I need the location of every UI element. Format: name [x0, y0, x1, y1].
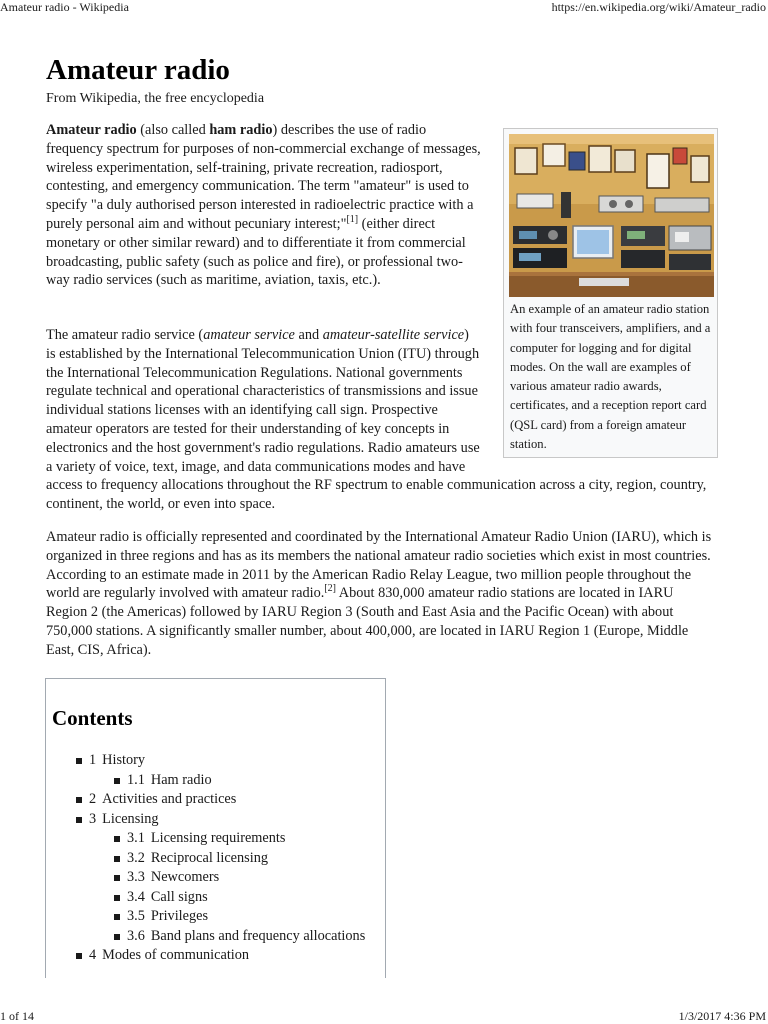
toc-number: 3.5 [127, 908, 145, 924]
term-amateur-satellite-service: amateur-satellite service [322, 327, 465, 343]
term-ham-radio: ham radio [209, 122, 273, 138]
toc-number: 3.2 [127, 849, 145, 866]
bullet-icon [114, 875, 120, 881]
toc-title: Contents [52, 706, 133, 730]
p1-text-c: (either direct monetary or other similar reward) and to differentiate it from commercial broadcasting, public safety (such as police and fire), or professional two-way radio services (such as maritime, aviation, taxis, etc.). [46, 215, 466, 289]
toc-label: Licensing requirements [150, 830, 286, 846]
bullet-icon [114, 934, 120, 940]
toc-label: Modes of communication [102, 947, 250, 963]
p3-text-a: Amateur radio is officially represented and coordinated by the International Amateur Radio Union (IARU), which is organized in three regions and has as its members the national amateur radio societies which exist in most countries. According to an estimate made in 2011 by the American Radio Relay League, two million people throughout the world are regularly involved with amateur radio. [46, 529, 712, 602]
page-title: Amateur radio [46, 54, 230, 86]
toc-number: 3.1 [127, 830, 145, 846]
term-amateur-service: amateur service [203, 327, 295, 343]
toc-label: Newcomers [150, 869, 220, 885]
station-photo-illustration [509, 134, 714, 297]
toc-item-history[interactable] [46, 751, 385, 771]
print-footer-datetime: 1/3/2017 4:36 PM [678, 1009, 766, 1023]
bullet-icon [76, 797, 82, 803]
toc-item-modes-of-communication[interactable] [46, 946, 385, 966]
toc-item-privileges[interactable] [46, 907, 385, 927]
toc-item-activities[interactable] [46, 790, 385, 810]
toc-label: Band plans and frequency allocations [150, 927, 366, 944]
intro-paragraph-1 [46, 121, 484, 290]
toc-number: 4 [89, 947, 97, 963]
reference-link-1[interactable]: [1] [346, 214, 359, 226]
term-amateur-radio: Amateur radio [46, 122, 137, 138]
toc-number: 3.4 [127, 888, 145, 905]
toc-item-licensing-requirements[interactable] [46, 829, 385, 849]
reference-link-2[interactable]: [2] [324, 583, 336, 595]
toc-number: 3.3 [127, 869, 145, 885]
toc-number: 1.1 [127, 771, 145, 788]
p2-text-a: The amateur radio service ( [46, 327, 204, 343]
infobox [503, 128, 718, 458]
toc-label: Call signs [150, 888, 208, 905]
table-of-contents [45, 678, 386, 978]
p2-text-b: and [294, 327, 323, 343]
toc-number: 2 [89, 791, 97, 807]
toc-label: Reciprocal licensing [150, 849, 268, 866]
print-header-url[interactable]: https://en.wikipedia.org/wiki/Amateur_radio [551, 0, 766, 14]
toc-item-reciprocal-licensing[interactable] [46, 849, 385, 869]
print-footer-page: 1 of 14 [0, 1009, 34, 1023]
print-header-title: Amateur radio - Wikipedia [0, 0, 129, 14]
p1-text-a: (also called [136, 122, 210, 138]
bullet-icon [114, 914, 120, 920]
toc-item-band-plans[interactable] [46, 927, 385, 947]
toc-list [46, 751, 385, 966]
toc-label: History [102, 752, 146, 768]
toc-label: Activities and practices [102, 791, 237, 807]
toc-item-licensing[interactable] [46, 810, 385, 830]
toc-number: 1 [89, 752, 97, 768]
station-photo[interactable] [509, 134, 714, 297]
toc-number: 3.6 [127, 927, 145, 944]
bullet-icon [114, 856, 120, 862]
bullet-icon [114, 895, 120, 901]
toc-item-call-signs[interactable] [46, 888, 385, 908]
bullet-icon [114, 778, 120, 784]
intro-paragraph-3 [46, 528, 714, 660]
toc-item-newcomers[interactable] [46, 868, 385, 888]
bullet-icon [114, 836, 120, 842]
p3-text-b: About 830,000 amateur radio stations are located in IARU Region 2 (the Americas) followed by IARU Region 3 (South and East Asia and the Pacific Ocean) with about 750,000 stations. A significantly smaller number, about 400,000, are located in IARU Region 1 (Europe, Middle East, CIS, Africa). [46, 585, 689, 658]
infobox-caption: An example of an amateur radio station with four transceivers, amplifiers, and a computer for logging and for digital modes. On the wall are examples of various amateur radio awards, certificates, and a reception report card (QSL card) from a foreign amateur station. [510, 302, 711, 452]
bullet-icon [76, 817, 82, 823]
bullet-icon [76, 953, 82, 959]
toc-label: Licensing [102, 810, 159, 827]
toc-label: Privileges [150, 908, 209, 924]
bullet-icon [76, 758, 82, 764]
p2-text-c: ) is established by the International Telecommunication Union (ITU) through the International Telecommunication Regulations. National governments regulate technical and operational characteristics of transmissions and issue individual stations licenses with an identifying call sign. Prospective amateur operators are tested for their understanding of key concepts in electronics and the host government's radio regulations. Radio amateurs use a variety of voice, text, image, and data communications modes and have access to frequency allocations throughout the RF spectrum to enable communication across a city, region, country, continent, the world, or even into space. [46, 327, 707, 513]
p1-text-b: ) describes the use of radio frequency spectrum for purposes of non-commercial exchange of messages, wireless experimentation, self-training, private recreation, radiosport, contesting, and emergency communication. The term "amateur" is used to specify "a duly authorised person interested in radioelectric practice with a purely personal aim and without pecuniary interest;" [46, 122, 481, 232]
toc-number: 3 [89, 810, 97, 827]
toc-label: Ham radio [150, 771, 212, 788]
toc-item-ham-radio[interactable] [46, 771, 385, 791]
tagline: From Wikipedia, the free encyclopedia [46, 91, 265, 106]
